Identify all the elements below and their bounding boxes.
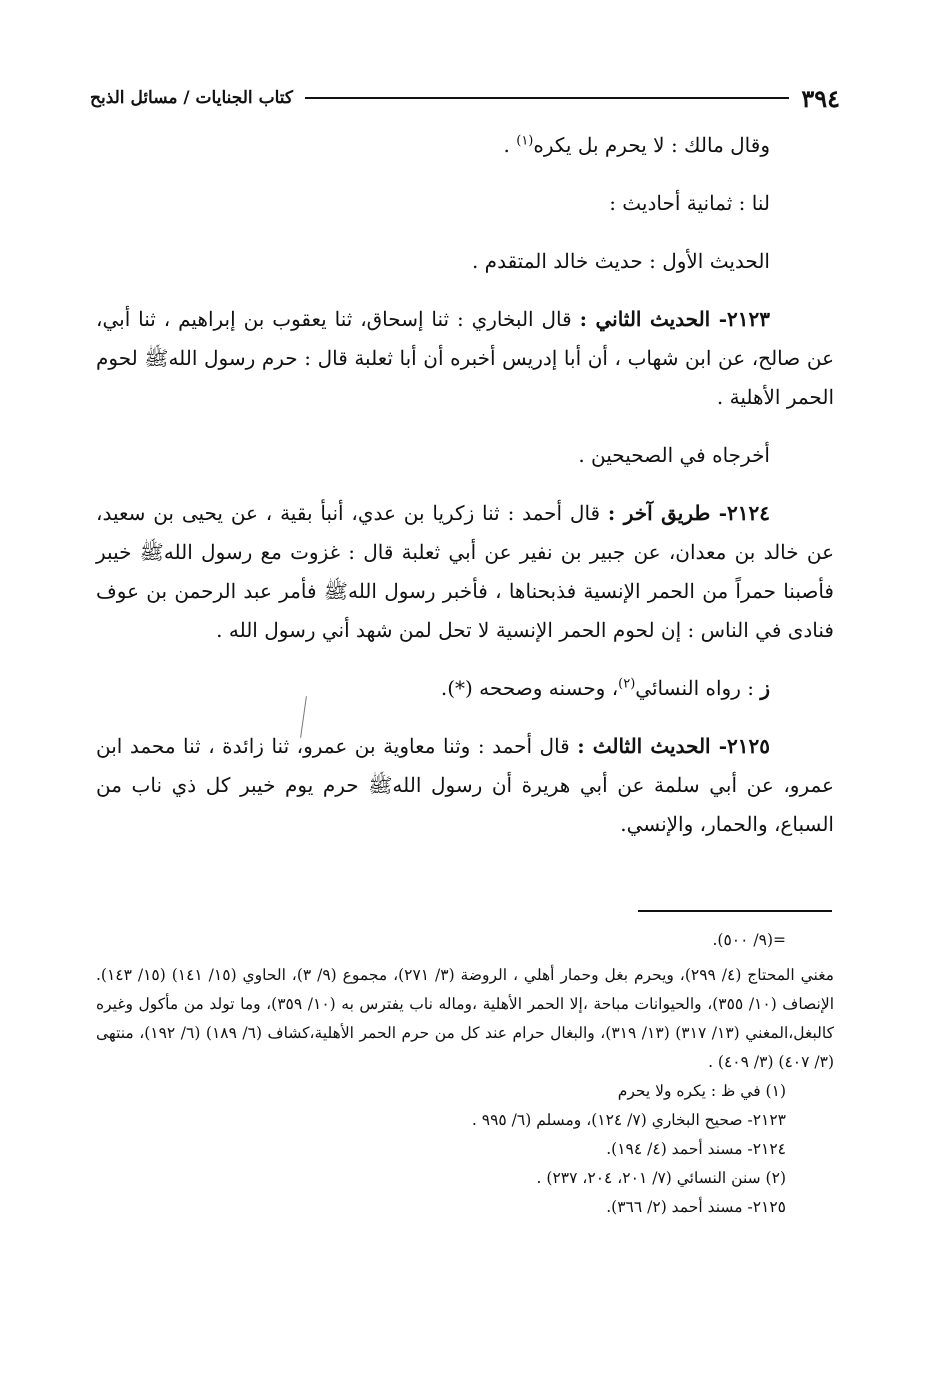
paragraph-tail: ، وحسنه وصححه (*). [440, 676, 619, 700]
paragraph-text: : رواه النسائي [635, 676, 761, 700]
header-rule [305, 97, 789, 99]
hadith-text: قال أحمد : ثنا زكريا بن عدي، أنبأ بقية ، عن يحيى بن سعيد، عن خالد بن معدان، عن جبير بن نفير عن أبي ثعلبة قال : غزوت مع رسول اللهﷺ خيبر فأصبنا حمراً من الحمر الإنسية فذبحناها ، فأخبر رسول اللهﷺ فأمر عبد الرحمن بن عوف فنادى في الناس : إن لحوم الحمر الإنسية لا تحل لمن شهد أني رسول الله . [96, 501, 834, 642]
footnote-separator [638, 910, 832, 912]
footnote-2123: ٢١٢٣- صحيح البخاري (٧/ ١٢٤)، ومسلم (٦/ ٩٩٥ . [471, 1111, 786, 1129]
page-number: ٣٩٤ [801, 83, 840, 113]
hadith-text: قال أحمد : وثنا معاوية بن عمرو، ثنا زائدة ، ثنا محمد ابن عمرو، عن أبي سلمة عن أبي هريرة أن رسول اللهﷺ حرم يوم خيبر كل ذي ناب من السباع، والحمار، والإنسي. [96, 734, 834, 836]
footnote-2: (٢) سنن النسائي (٧/ ٢٠١، ٢٠٤، ٢٣٧) . [536, 1169, 786, 1187]
paragraph-nasai-note [96, 669, 834, 708]
footnote-1: (١) في ظ : يكره ولا يحرم [617, 1082, 786, 1100]
paragraph-malik [96, 126, 834, 165]
footnotes-section [96, 926, 834, 1222]
paragraph-two-sahihs: أخرجاه في الصحيحين . [578, 443, 770, 467]
zay-mark: ز [760, 676, 770, 700]
footnote-star: مغني المحتاج (٤/ ٢٩٩)، ويحرم بغل وحمار أهلي ، الروضة (٣/ ٢٧١)، مجموع (٩/ ٣)، الحاوي (١٥/ ١٤١) (١٥/ ١٤٣). الإنصاف (١٠/ ٣٥٥)، والحيوانات مباحة ،إلا الحمر الأهلية ،وماله ناب يفترس به (١٠/ ٣٥٩)، وما تولد من مأكول وغيره كالبغل،المغني (١٣/ ٣١٧) (١٣/ ٣١٩)، والبغال حرام عند كل من حرم الحمر الأهلية،كشاف (٦/ ١٨٩) (٦/ ١٩٢)، منتهى (٣/ ٤٠٧) (٣/ ٤٠٩) . [96, 966, 835, 1071]
paragraph-hadith-2124 [96, 494, 834, 650]
paragraph-text: وقال مالك : لا يحرم بل يكره [533, 133, 770, 157]
paragraph-hadith-2125 [96, 727, 834, 844]
footnote-2124: ٢١٢٤- مسند أحمد (٤/ ١٩٤). [606, 1140, 786, 1158]
footnote-reference-1: (١) [516, 133, 534, 149]
footnote-continued: =(٩/ ٥٠٠). [712, 931, 786, 949]
footnote-2125: ٢١٢٥- مسند أحمد (٢/ ٣٦٦). [606, 1198, 786, 1216]
paragraph-eight-hadiths: لنا : ثمانية أحاديث : [609, 191, 770, 215]
hadith-heading: ٢١٢٣- الحديث الثاني : [579, 307, 770, 331]
hadith-heading: ٢١٢٥- الحديث الثالث : [577, 734, 770, 758]
hadith-heading: ٢١٢٤- طريق آخر : [607, 501, 770, 525]
running-title: كتاب الجنايات / مسائل الذبح [90, 88, 293, 108]
paragraph-hadith-2123 [96, 300, 834, 417]
footnote-reference-2: (٢) [618, 676, 636, 692]
hadith-text: قال البخاري : ثنا إسحاق، ثنا يعقوب بن إبراهيم ، ثنا أبي، عن صالح، عن ابن شهاب ، أن أبا إدريس أخبره أن أبا ثعلبة قال : حرم رسول اللهﷺ لحوم الحمر الأهلية . [96, 307, 834, 409]
main-text [96, 126, 834, 863]
paragraph-first-hadith: الحديث الأول : حديث خالد المتقدم . [471, 249, 770, 273]
paragraph-tail: . [503, 133, 517, 157]
page-header [90, 78, 840, 118]
